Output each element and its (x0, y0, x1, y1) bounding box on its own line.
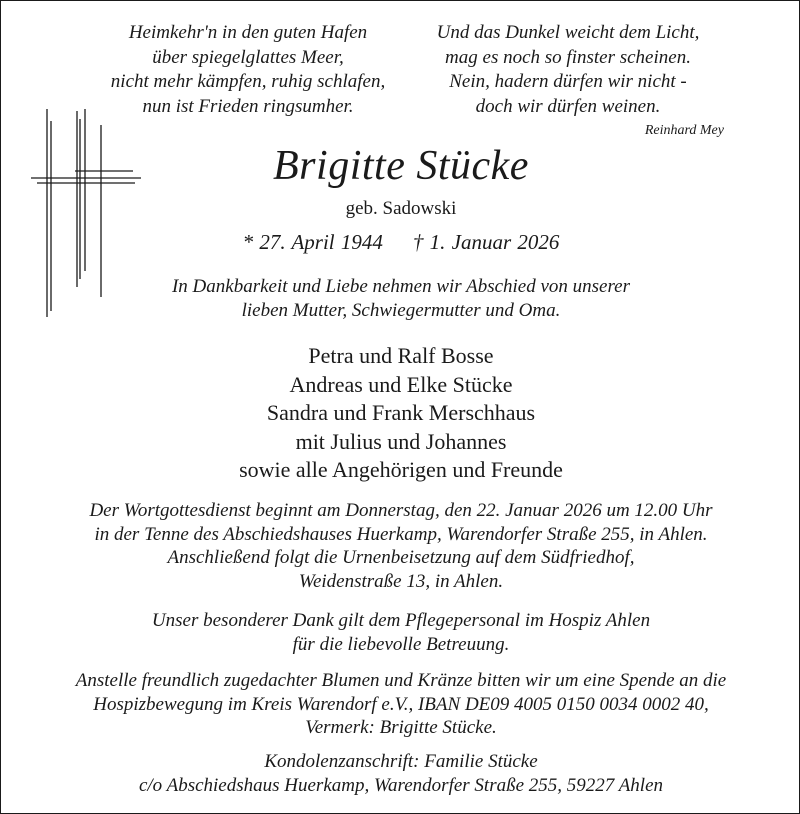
intro-text (1, 275, 800, 323)
poem-left-stanza (83, 21, 413, 119)
donation-request (1, 669, 800, 740)
poem-line: Nein, hadern dürfen wir nicht - (449, 71, 687, 92)
service-line: in der Tenne des Abschiedshauses Huerkamp, Warendorfer Straße 255, in Ahlen. (94, 523, 708, 545)
condolence-address (1, 750, 800, 797)
donation-line: Anstelle freundlich zugedachter Blumen und Kränze bitten wir um eine Spende an die (75, 670, 727, 691)
address-line: c/o Abschiedshaus Huerkamp, Warendorfer Straße 255, 59227 Ahlen (138, 774, 664, 796)
poem-line: nun ist Frieden ringsumher. (142, 95, 354, 117)
poem-line: über spiegelglattes Meer, (152, 46, 344, 68)
thanks-line: für die liebevolle Betreuung. (292, 633, 510, 655)
service-line: Weidenstraße 13, in Ahlen. (298, 570, 504, 592)
poem-line: Und das Dunkel weicht dem Licht, (436, 22, 700, 43)
donation-line: Hospizbewegung im Kreis Warendorf e.V., IBAN DE09 4005 0150 0034 0002 40, (93, 693, 709, 715)
mourner: sowie alle Angehörigen und Freunde (239, 457, 563, 482)
service-line: Der Wortgottesdienst beginnt am Donnerstag, den 22. Januar 2026 um 12.00 Uhr (89, 500, 713, 521)
life-dates (1, 230, 800, 255)
poem-line: doch wir dürfen weinen. (475, 95, 661, 117)
mourner: Petra und Ralf Bosse (308, 343, 494, 368)
mourner: Andreas und Elke Stücke (289, 371, 513, 397)
intro-line: lieben Mutter, Schwiegermutter und Oma. (241, 300, 561, 321)
address-line: Kondolenzanschrift: Familie Stücke (264, 751, 538, 772)
mourners-list (1, 342, 800, 485)
poem-right-stanza (403, 21, 733, 119)
poem-author: Reinhard Mey (644, 123, 724, 138)
poem-line: Heimkehr'n in den guten Hafen (128, 22, 368, 43)
intro-line: In Dankbarkeit und Liebe nehmen wir Abschied von unserer (171, 276, 631, 297)
death-date: † 1. Januar 2026 (412, 230, 560, 254)
thanks-line: Unser besonderer Dank gilt dem Pflegepersonal im Hospiz Ahlen (151, 610, 651, 631)
maiden-name: geb. Sadowski (345, 198, 457, 219)
birth-date: * 27. April 1944 (242, 230, 383, 254)
service-line: Anschließend folgt die Urnenbeisetzung auf dem Südfriedhof, (167, 547, 635, 568)
mourner: Sandra und Frank Merschhaus (266, 400, 536, 425)
thanks-note (1, 609, 800, 656)
service-info (1, 499, 800, 593)
mourner: mit Julius und Johannes (295, 428, 507, 454)
poem-line: nicht mehr kämpfen, ruhig schlafen, (110, 71, 386, 92)
poem-line: mag es noch so finster scheinen. (445, 46, 691, 68)
deceased-name: Brigitte Stücke (273, 143, 529, 189)
donation-line: Vermerk: Brigitte Stücke. (305, 717, 497, 738)
